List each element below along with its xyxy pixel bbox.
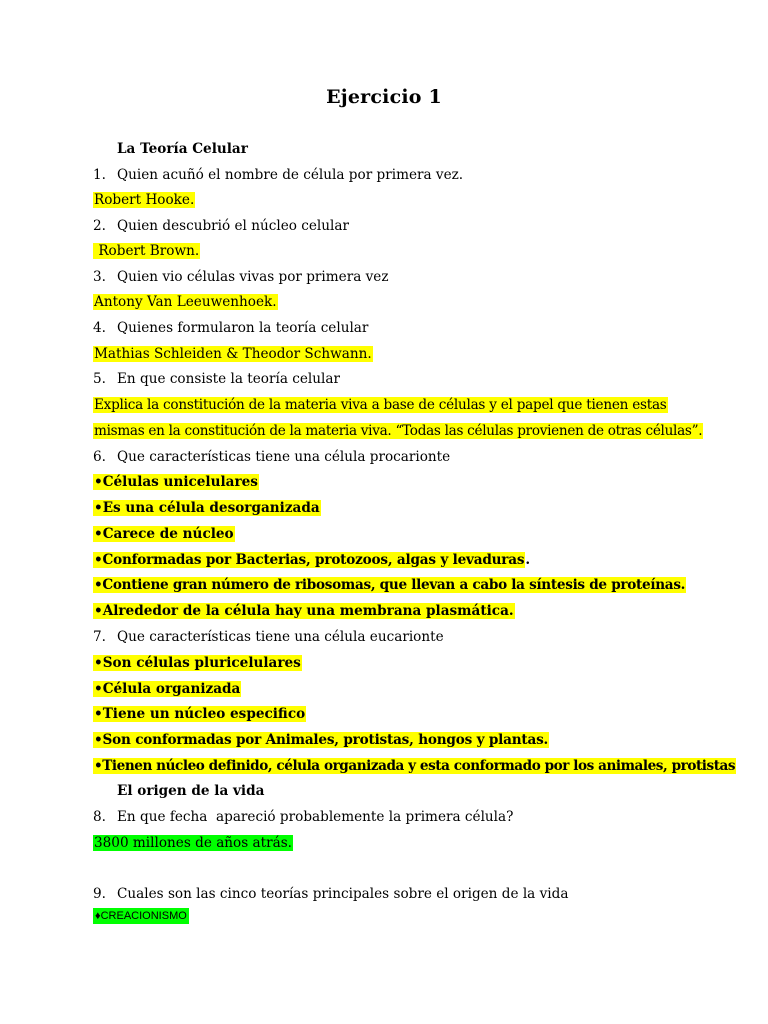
highlighted-answer: mismas en la constitución de la materia viva. “Todas las células provienen de otras células”.: [94, 423, 703, 439]
answer-9: ♦CREACIONISMO: [95, 910, 187, 922]
question-number: 3.: [93, 269, 106, 285]
eucarionte-bullet: [93, 679, 241, 699]
question-number: 6.: [93, 449, 106, 465]
bullet-tail: .: [525, 552, 531, 568]
question-number: 2.: [93, 218, 106, 234]
highlighted-answer: •Carece de núcleo: [94, 526, 234, 542]
question-text: Quien acuñó el nombre de célula por primera vez.: [117, 167, 464, 183]
highlighted-answer: 3800 millones de años atrás.: [94, 835, 293, 851]
highlighted-answer: •Son conformadas por Animales, protistas, hongos y plantas.: [94, 732, 549, 748]
highlighted-answer: •Son células pluricelulares: [94, 655, 301, 671]
question-6: [93, 447, 450, 467]
highlighted-answer: •Contiene gran número de ribosomas, que llevan a cabo la síntesis de proteínas.: [94, 577, 686, 593]
highlighted-answer: •Alrededor de la célula hay una membrana plasmática.: [94, 603, 514, 619]
question-8: [93, 807, 513, 827]
highlighted-answer: •Conformadas por Bacterias, protozoos, algas y levaduras: [94, 552, 525, 568]
question-text: En que consiste la teoría celular: [117, 371, 340, 387]
highlighted-answer: •Tienen núcleo definido, célula organizada y esta conformado por los animales, protistas: [94, 758, 736, 774]
highlighted-answer: Mathias Schleiden & Theodor Schwann.: [94, 346, 372, 362]
eucarionte-bullet: [93, 704, 306, 724]
highlighted-answer: Robert Hooke.: [94, 192, 195, 208]
eucarionte-bullet: [93, 730, 549, 750]
highlighted-answer: •Célula organizada: [94, 681, 241, 697]
question-3: [93, 267, 389, 287]
highlighted-answer: •Células unicelulares: [94, 474, 258, 490]
procarionte-bullet: [93, 472, 259, 492]
procarionte-bullet: [93, 498, 321, 518]
question-7: [93, 627, 444, 647]
answer-2: [93, 241, 200, 261]
eucarionte-bullet: [93, 756, 736, 776]
section-heading-origen-vida: El origen de la vida: [117, 783, 265, 799]
question-number: 8.: [93, 809, 106, 825]
highlighted-answer: Explica la constitución de la materia viva a base de células y el papel que tienen estas: [94, 397, 667, 413]
page-title: Ejercicio 1: [326, 86, 442, 108]
question-text: Que características tiene una célula eucarionte: [117, 629, 444, 645]
highlighted-answer: Robert Brown.: [94, 243, 200, 259]
answer-8: [93, 833, 293, 853]
answer-5-line-2: [93, 421, 703, 441]
question-number: 4.: [93, 320, 106, 336]
question-number: 9.: [93, 886, 106, 902]
question-number: 7.: [93, 629, 106, 645]
answer-1: [93, 190, 195, 210]
answer-3: [93, 292, 278, 312]
question-1: [93, 165, 463, 185]
question-text: En que fecha apareció probablemente la primera célula?: [117, 809, 514, 825]
answer-5-line-1: [93, 395, 668, 415]
eucarionte-bullet: [93, 653, 302, 673]
highlighted-answer: Antony Van Leeuwenhoek.: [94, 294, 277, 310]
question-number: 1.: [93, 167, 106, 183]
question-2: [93, 216, 349, 236]
question-number: 5.: [93, 371, 106, 387]
question-text: Quienes formularon la teoría celular: [117, 320, 369, 336]
question-text: Que características tiene una célula procarionte: [117, 449, 451, 465]
question-text: Quien vio células vivas por primera vez: [117, 269, 389, 285]
question-4: [93, 318, 368, 338]
question-9: [93, 884, 568, 904]
question-5: [93, 369, 340, 389]
question-text: Quien descubrió el núcleo celular: [117, 218, 349, 234]
procarionte-bullet: [93, 601, 515, 621]
question-text: Cuales son las cinco teorías principales sobre el origen de la vida: [117, 886, 569, 902]
highlighted-answer: •Es una célula desorganizada: [94, 500, 320, 516]
procarionte-bullet: [93, 550, 530, 570]
procarionte-bullet: [93, 575, 686, 595]
answer-4: [93, 344, 373, 364]
procarionte-bullet: [93, 524, 235, 544]
highlighted-answer: •Tiene un núcleo especifico: [94, 706, 306, 722]
section-heading-teoria-celular: La Teoría Celular: [117, 141, 248, 157]
